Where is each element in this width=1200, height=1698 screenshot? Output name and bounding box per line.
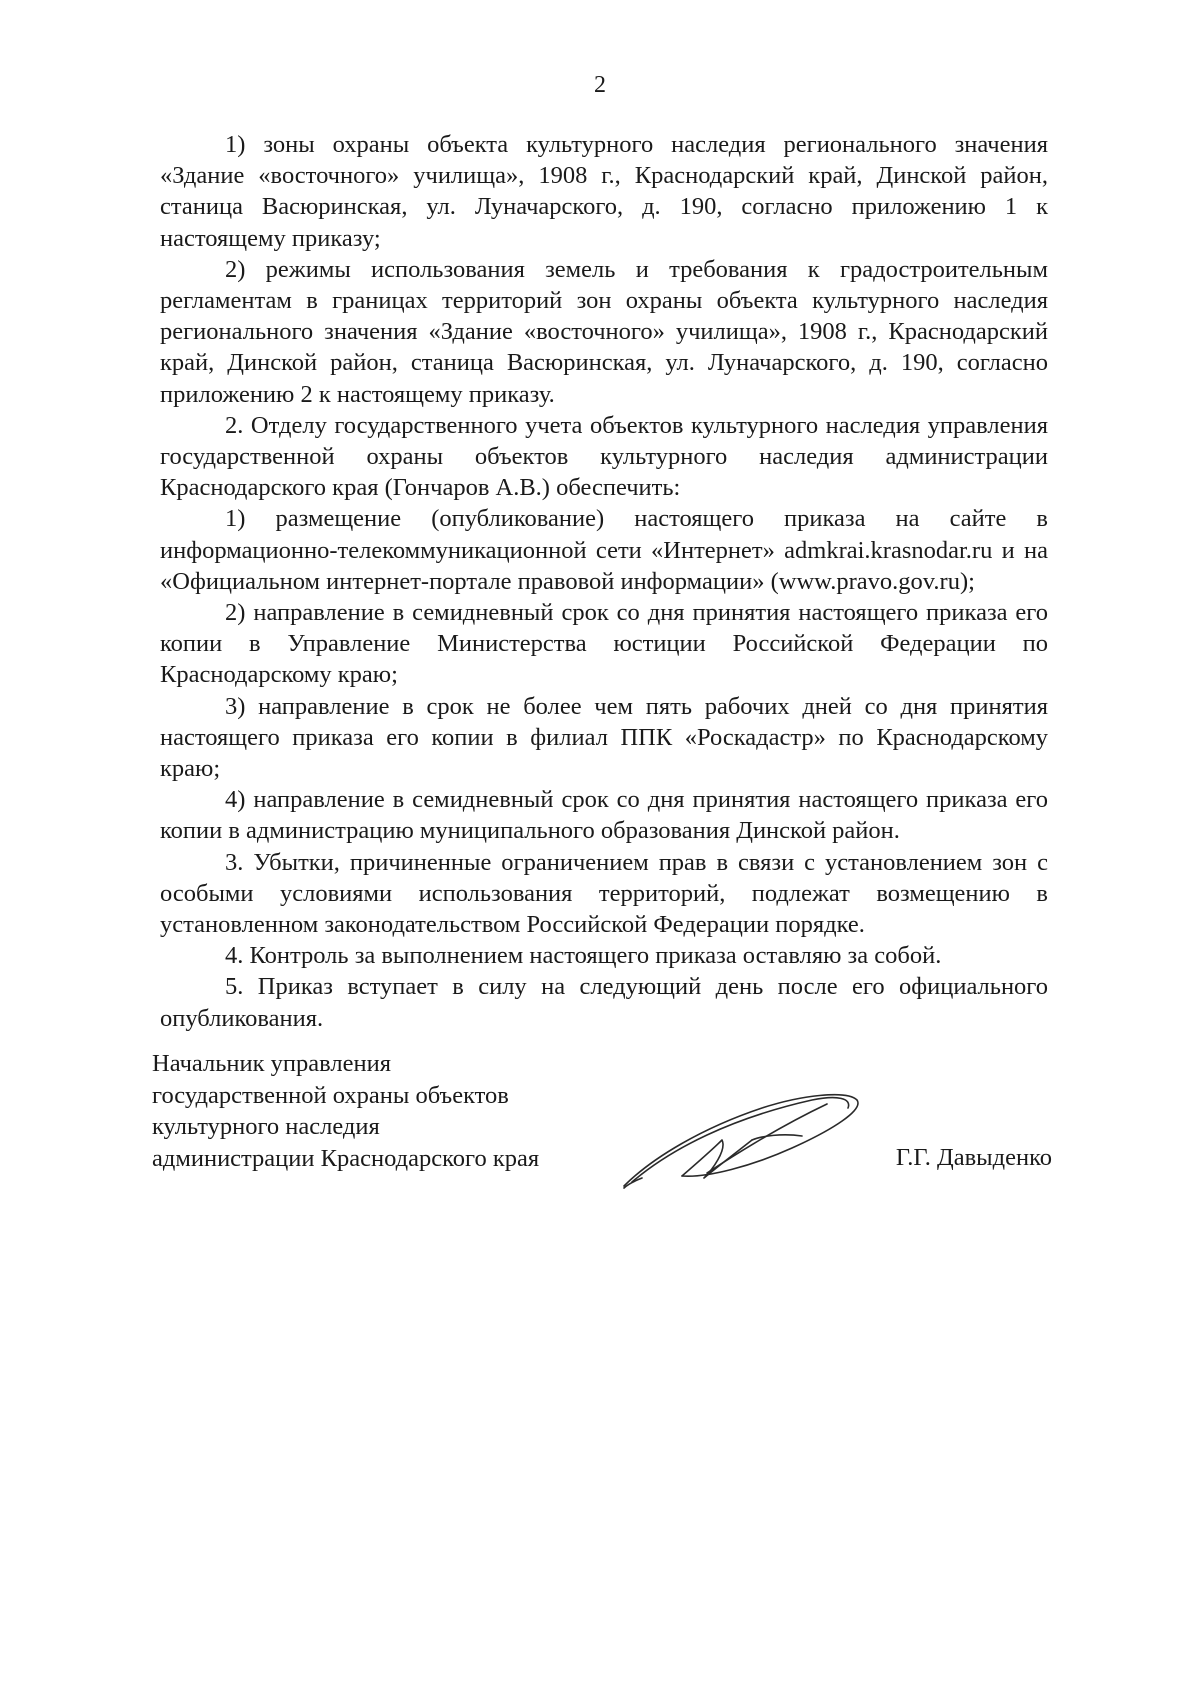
- paragraph: 2) направление в семидневный срок со дня принятия настоящего приказа его копии в Управление Министерства юстиции Российской Федерации по Краснодарскому краю;: [160, 599, 1048, 689]
- page-number: 2: [594, 72, 606, 98]
- paragraph: 4) направление в семидневный срок со дня принятия настоящего приказа его копии в администрацию муниципального образования Динской район.: [160, 786, 1048, 845]
- signatory-title-line: государственной охраны объектов: [152, 1081, 509, 1109]
- paragraph: 2) режимы использования земель и требования к градостроительным регламентам в границах территорий зон охраны объекта культурного наследия регионального значения «Здание «восточного» училища», 1908 г., Краснодарский край, Динской район, станица Васюринская, ул. Луначарского, д. 190, согласно приложению 2 к настоящему приказу.: [160, 255, 1048, 408]
- signatory-title-line: культурного наследия: [152, 1113, 380, 1140]
- paragraph: 3) направление в срок не более чем пять рабочих дней со дня принятия настоящего приказа его копии в филиал ППК «Роскадастр» по Краснодарскому краю;: [160, 692, 1048, 783]
- paragraph: 5. Приказ вступает в силу на следующий день после его официального опубликования.: [160, 973, 1048, 1032]
- signatory-name: Г.Г. Давыденко: [895, 1144, 1052, 1171]
- handwritten-signature: [612, 1078, 872, 1198]
- signatory-title-line: Начальник управления: [152, 1050, 391, 1077]
- paragraph: 4. Контроль за выполнением настоящего приказа оставляю за собой.: [225, 942, 942, 970]
- document-body: [160, 129, 1048, 1034]
- signature-block: [152, 1048, 1052, 1228]
- signatory-title: [152, 1048, 632, 1174]
- paragraph: 1) размещение (опубликование) настоящего приказа на сайте в информационно-телекоммуникационной сети «Интернет» admkrai.krasnodar.ru и на «Официальном интернет-портале правовой информации» (www.pravo.gov.ru);: [160, 505, 1048, 595]
- paragraph: 1) зоны охраны объекта культурного наследия регионального значения «Здание «восточного» училища», 1908 г., Краснодарский край, Динской район, станица Васюринская, ул. Луначарского, д. 190, согласно приложению 1 к настоящему приказу;: [160, 131, 1048, 252]
- signatory-title-line: администрации Краснодарского края: [152, 1144, 540, 1172]
- paragraph: 2. Отделу государственного учета объектов культурного наследия управления государственной охраны объектов культурного наследия администрации Краснодарского края (Гончаров А.В.) обеспечить:: [160, 411, 1048, 502]
- paragraph: 3. Убытки, причиненные ограничением прав в связи с установлением зон с особыми условиями использования территорий, подлежат возмещению в установленном законодательством Российской Федерации порядке.: [160, 848, 1048, 939]
